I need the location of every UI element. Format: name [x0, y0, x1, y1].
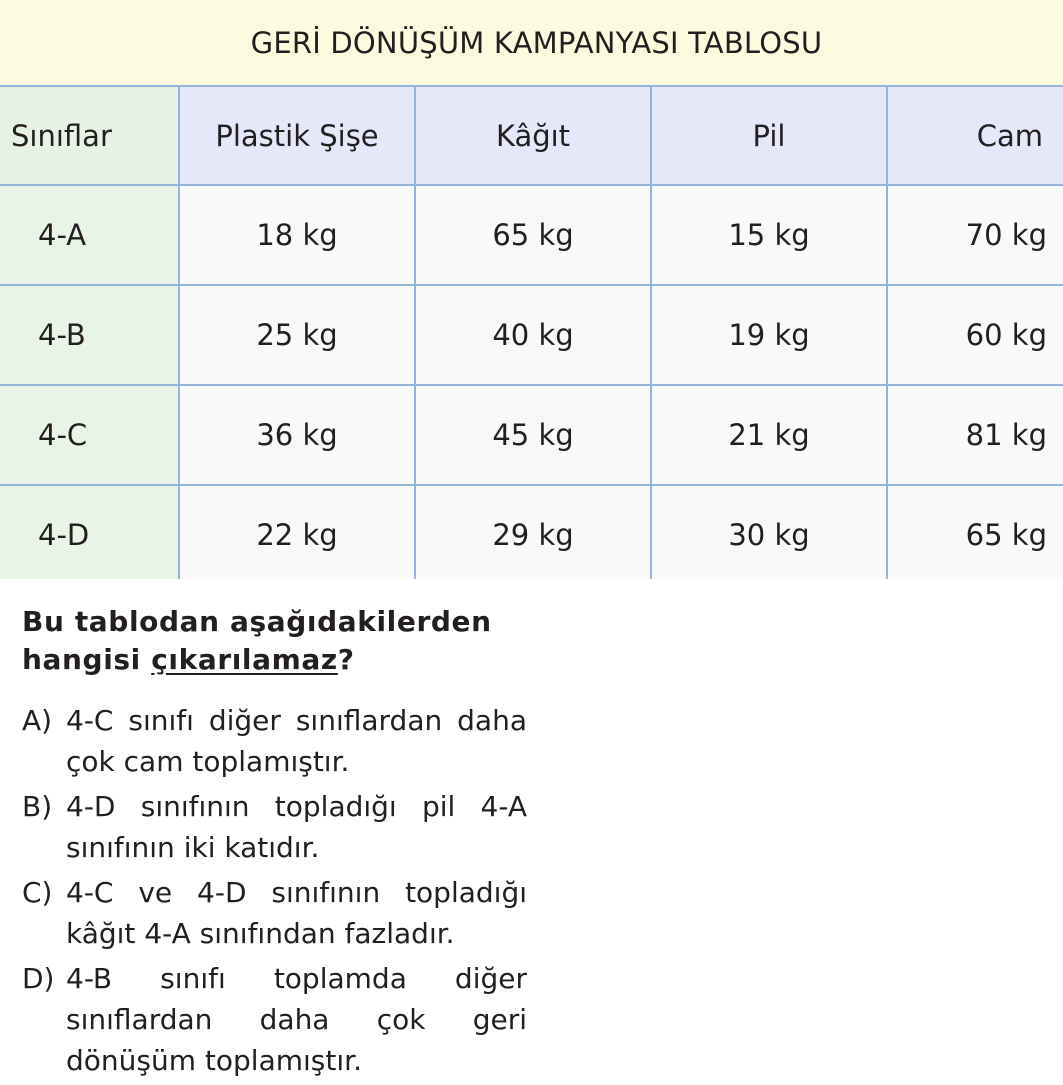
question-emphasis: çıkarılamaz [151, 643, 338, 676]
question-prefix: Bu tablodan aşağıdakilerden hangisi [22, 605, 492, 676]
table-cell: 70 kg [887, 185, 1063, 285]
question-text [22, 603, 527, 679]
table-cell: 81 kg [887, 385, 1063, 485]
class-cell: 4-B [0, 285, 179, 385]
option-b[interactable] [22, 786, 527, 868]
column-header: Pil [651, 86, 887, 185]
table-cell: 45 kg [415, 385, 651, 485]
option-text: 4-B sınıfı toplamda diğer sınıflardan daha çok geri dönüşüm toplamıştır. [66, 962, 527, 1077]
option-d[interactable] [22, 958, 527, 1081]
question-suffix: ? [337, 643, 355, 676]
option-letter: B) [22, 790, 53, 823]
option-a[interactable] [22, 700, 527, 782]
table-row [0, 285, 1063, 385]
column-header: Kâğıt [415, 86, 651, 185]
table-title: GERİ DÖNÜŞÜM KAMPANYASI TABLOSU [250, 25, 823, 60]
table-cell: 60 kg [887, 285, 1063, 385]
table-cell: 29 kg [415, 485, 651, 579]
option-letter: D) [22, 962, 55, 995]
option-letter: C) [22, 876, 53, 909]
class-cell: 4-A [0, 185, 179, 285]
option-text: 4-C sınıfı diğer sınıflardan daha çok cam toplamıştır. [66, 704, 527, 778]
table-row [0, 185, 1063, 285]
recycling-table-container [0, 85, 1063, 579]
table-cell: 65 kg [887, 485, 1063, 579]
table-cell: 22 kg [179, 485, 415, 579]
column-header: Cam [887, 86, 1063, 185]
column-header: Plastik Şişe [179, 86, 415, 185]
table-cell: 18 kg [179, 185, 415, 285]
table-cell: 25 kg [179, 285, 415, 385]
table-cell: 21 kg [651, 385, 887, 485]
table-cell: 40 kg [415, 285, 651, 385]
table-header-row [0, 86, 1063, 185]
table-cell: 30 kg [651, 485, 887, 579]
option-text: 4-C ve 4-D sınıfının topladığı kâğıt 4-A sınıfından fazladır. [66, 876, 527, 950]
class-cell: 4-C [0, 385, 179, 485]
option-c[interactable] [22, 872, 527, 954]
table-row [0, 385, 1063, 485]
answer-options [22, 700, 527, 1085]
option-text: 4-D sınıfının topladığı pil 4-A sınıfının iki katıdır. [66, 790, 527, 864]
recycling-table [0, 85, 1063, 579]
table-cell: 19 kg [651, 285, 887, 385]
table-row [0, 485, 1063, 579]
table-title-bar [0, 0, 1063, 85]
table-cell: 15 kg [651, 185, 887, 285]
table-cell: 65 kg [415, 185, 651, 285]
column-header: Sınıflar [0, 86, 179, 185]
class-cell: 4-D [0, 485, 179, 579]
option-letter: A) [22, 704, 53, 737]
table-cell: 36 kg [179, 385, 415, 485]
